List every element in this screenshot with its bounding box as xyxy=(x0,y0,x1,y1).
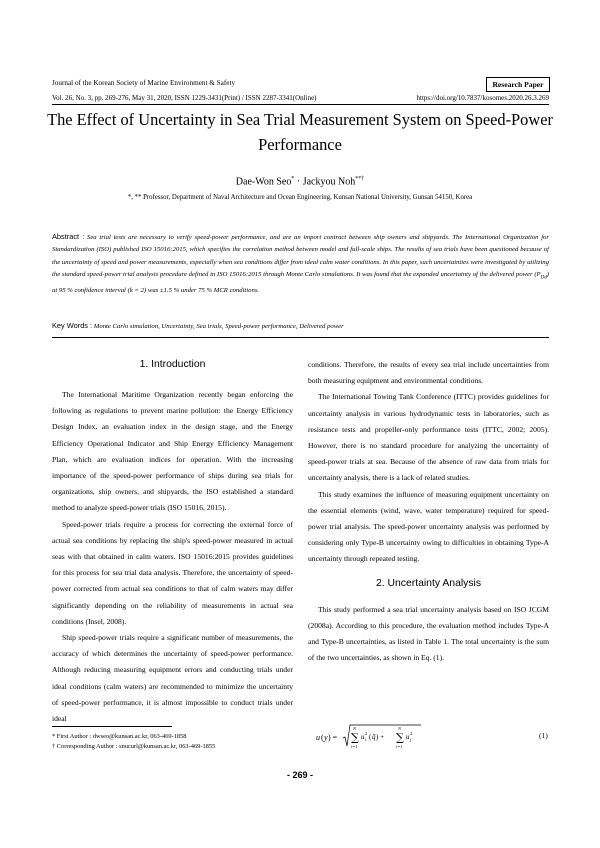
equation-number: (1) xyxy=(539,731,548,740)
svg-text:u: u xyxy=(361,733,365,741)
svg-text:∑: ∑ xyxy=(396,731,404,744)
keywords xyxy=(52,321,549,330)
author-2-mark: **† xyxy=(355,176,365,182)
right-column xyxy=(308,357,549,667)
keywords-rule xyxy=(52,337,549,338)
svg-text:N: N xyxy=(398,726,402,731)
author-separator: · xyxy=(294,176,303,188)
svg-text:N: N xyxy=(353,726,357,731)
footnotes xyxy=(52,732,215,753)
svg-text:j: j xyxy=(410,737,412,742)
journal-name: Journal of the Korean Society of Marine Environment & Safety xyxy=(52,79,236,87)
keywords-label: Key Words : xyxy=(52,321,93,330)
corresponding-author-note: † Corresponding Author : snucurl@kunsan.ac.kr, 063-469-1855 xyxy=(52,743,216,751)
svg-text:) +: ) + xyxy=(376,733,385,741)
svg-text:i: i xyxy=(365,737,367,742)
header-rule xyxy=(52,104,549,105)
abstract-text: Sea trial tests are necessary to verify speed-power performance, and are an import contract between ship owners and shipyards. The International Organization for Standardization (ISO) published ISO 15016:2015, which specifies the correlation method between model and full-scale ships. The results of sea trials have been questioned because of the uncertainty of speed and power measurements, especially when sea conditions differ from ideal calm water conditions. In this paper, such uncertainties were investigated by utilizing the standard speed-power trial analysis procedure defined in ISO 15016:2015 through Monte Carlo simulations. It was found that the expanded uncertainty of the delivered power (P xyxy=(52,234,550,279)
svg-text:q̄: q̄ xyxy=(372,733,376,741)
author-list xyxy=(0,176,600,187)
intro-paragraph-6: This study examines the influence of measuring equipment uncertainty on the essential elements (wind, wave, water temperature) required for speed-power trial analysis. The speed-power uncertainty analysis was performed by considering only Type-B uncertainty owing to difficulties in obtaining Type-A uncertainty through repeated testing. xyxy=(308,489,549,564)
svg-text:i=1: i=1 xyxy=(351,744,358,749)
abstract-label: Abstract : xyxy=(52,232,85,241)
author-1-mark: * xyxy=(291,176,295,182)
abstract-subscript: Dd xyxy=(540,275,547,281)
volume-info: Vol. 26, No. 3, pp. 269-276, May 31, 2020, ISSN 1229-3431(Print) / ISSN 2287-3341(Online) xyxy=(52,94,317,102)
affiliation: *, ** Professor, Department of Naval Architecture and Ocean Engineering, Kunsan National University, Gunsan 54150, Korea xyxy=(127,194,473,201)
intro-paragraph-3: Ship speed-power trials require a significant number of measurements, the accuracy of which determines the uncertainty of speed-power performance. Although reducing measuring equipment errors and conducting trials under ideal conditions (calm waters) are recommended to minimize the uncertainty of speed-power performance, it is almost impossible to conduct trials under ideal xyxy=(52,633,293,724)
intro-paragraph-1: The International Maritime Organization recently began enforcing the following as regulations to prevent marine pollution: the Energy Efficiency Design Index, an evaluation index in the design stage, and the Energy Efficiency Operational Indicator and Ship Energy Efficiency Management Plan, which are evaluation indices for operation. With the increasing importance of the speed-power performance of ships during sea trials for organizations, ship owners, and shipyards, the ISO established a standard method to analyze speed-power trials (ISO 15016, 2015). xyxy=(52,390,293,513)
author-1: Dae-Won Seo xyxy=(235,176,292,188)
footnote-rule xyxy=(52,726,172,727)
abstract-text-end: ) at 95 % confidence interval (k = 2) was ±1.5 % under 75 % MCR conditions. xyxy=(52,271,549,294)
equation-1 xyxy=(316,722,556,752)
intro-paragraph-2: Speed-power trials require a process for correcting the external force of actual sea conditions by replacing the ship's speed-power measured in actual seas with that obtained in calm waters. ISO 15016:2015 provides guidelines for this process for sea trial data analysis. Therefore, the uncertainty of speed-power corrected from actual sea conditions to that of calm waters may differ significantly depending on the reliability of measurements in actual sea conditions (Insel, 2008). xyxy=(52,519,293,626)
svg-text:y: y xyxy=(324,733,328,742)
left-column xyxy=(52,387,293,727)
intro-paragraph-5: The International Towing Tank Conference (ITTC) provides guidelines for uncertainty analysis in various hydrodynamic tests in laboratories, such as resistance tests and propeller-only performance tests (ITTC, 2002; 2005). However, there is no standard procedure for analyzing the uncertainty of speed-power trials at sea. Because of the absence of raw data from trials for uncertainty analysis, there is a lack of related studies. xyxy=(308,392,549,483)
svg-text:(: ( xyxy=(321,733,324,742)
research-paper-badge: Research Paper xyxy=(486,77,550,92)
svg-text:u: u xyxy=(316,733,320,742)
svg-text:2: 2 xyxy=(365,731,368,736)
uncertainty-paragraph-1: This study performed a sea trial uncertainty analysis based on ISO JCGM (2008a). According to this procedure, the evaluation method includes Type-A and Type-B uncertainties, as listed in Table 1. The total uncertainty is the sum of the two uncertainties, as shown in Eq. (1). xyxy=(308,604,549,663)
svg-text:2: 2 xyxy=(410,731,413,736)
abstract xyxy=(52,231,549,297)
section-1-heading: 1. Introduction xyxy=(139,359,206,370)
page-number: - 269 - xyxy=(286,770,313,780)
paper-title: The Effect of Uncertainty in Sea Trial Measurement System on Speed-Power Performance xyxy=(47,110,553,154)
author-2: Jackyou Noh xyxy=(302,176,356,188)
svg-text:u: u xyxy=(406,733,410,741)
intro-paragraph-4: conditions. Therefore, the results of every sea trial include uncertainties from both measuring equipment and environmental conditions. xyxy=(308,360,549,386)
doi-link[interactable]: https://doi.org/10.7837/kosomes.2020.26.3.269 xyxy=(416,94,549,102)
first-author-note: * First Author : dwseo@kunsan.ac.kr, 063-469-1858 xyxy=(52,733,187,740)
keywords-text: Monte Carlo simulation, Uncertainty, Sea trials, Speed-power performance, Delivered power xyxy=(93,323,344,330)
section-2-heading: 2. Uncertainty Analysis xyxy=(375,577,482,589)
svg-text:∑: ∑ xyxy=(351,731,359,744)
svg-text:) =: ) = xyxy=(328,733,338,742)
svg-text:i=1: i=1 xyxy=(396,744,403,749)
svg-text:(: ( xyxy=(369,733,372,741)
